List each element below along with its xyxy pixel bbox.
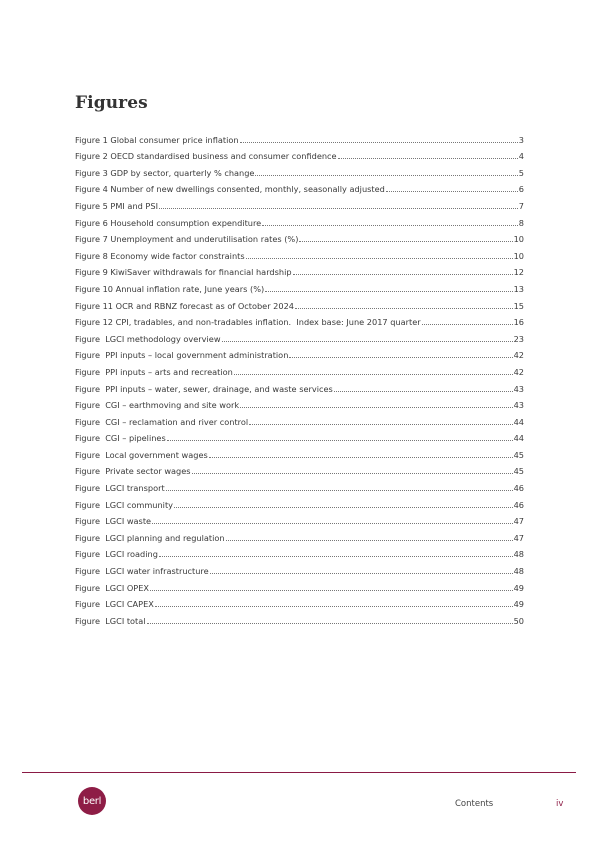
dot-leader — [334, 391, 513, 392]
toc-entry-label: Figure LGCI water infrastructure — [75, 566, 209, 577]
toc-entry-label: Figure LGCI waste — [75, 516, 152, 527]
toc-entry-label: Figure 8 Economy wide factor constraints — [75, 250, 245, 261]
dot-leader — [192, 473, 513, 474]
footer-section-label: Contents — [455, 799, 494, 809]
dot-leader — [147, 623, 513, 624]
dot-leader — [159, 556, 513, 557]
toc-entry-page: 49 — [513, 582, 524, 593]
toc-entry-page: 43 — [513, 400, 524, 411]
dot-leader — [166, 490, 513, 491]
toc-entry-page: 10 — [513, 250, 524, 261]
dot-leader — [234, 374, 513, 375]
toc-entry[interactable] — [75, 476, 524, 493]
toc-entry-label: Figure LGCI roading — [75, 549, 158, 560]
toc-entry-page: 4 — [518, 151, 524, 162]
dot-leader — [262, 225, 518, 226]
toc-entry[interactable] — [75, 377, 524, 394]
toc-entry[interactable] — [75, 443, 524, 460]
toc-entry[interactable] — [75, 460, 524, 477]
dot-leader — [246, 258, 513, 259]
toc-entry-page: 47 — [513, 532, 524, 543]
dot-leader — [249, 424, 512, 425]
toc-entry-label: Figure LGCI transport — [75, 483, 165, 494]
toc-entry-label: Figure CGI – pipelines — [75, 433, 166, 444]
toc-entry-label: Figure 11 OCR and RBNZ forecast as of October 2024 — [75, 300, 295, 311]
dot-leader — [255, 175, 517, 176]
toc-entry[interactable] — [75, 228, 524, 245]
toc-entry-label: Figure Local government wages — [75, 449, 208, 460]
dot-leader — [265, 291, 512, 292]
dot-leader — [422, 324, 513, 325]
toc-entry-label: Figure 2 OECD standardised business and consumer confidence — [75, 151, 337, 162]
dot-leader — [155, 606, 513, 607]
toc-entry-label: Figure 4 Number of new dwellings consented, monthly, seasonally adjusted — [75, 184, 385, 195]
toc-entry-label: Figure 3 GDP by sector, quarterly % change — [75, 167, 255, 178]
dot-leader — [295, 308, 513, 309]
toc-entry-page: 6 — [518, 184, 524, 195]
toc-entry[interactable] — [75, 576, 524, 593]
toc-entry-page: 47 — [513, 516, 524, 527]
toc-entry-label: Figure LGCI OPEX — [75, 582, 150, 593]
toc-entry-label: Figure 9 KiwiSaver withdrawals for financial hardship — [75, 267, 292, 278]
toc-entry-page: 8 — [518, 217, 524, 228]
dot-leader — [209, 457, 513, 458]
toc-entry-page: 48 — [513, 549, 524, 560]
toc-entry-label: Figure LGCI community — [75, 499, 174, 510]
toc-entry-page: 46 — [513, 499, 524, 510]
toc-entry-page: 45 — [513, 466, 524, 477]
toc-entry-label: Figure CGI – reclamation and river control — [75, 416, 249, 427]
toc-entry-label: Figure 10 Annual inflation rate, June years (%) — [75, 283, 265, 294]
toc-entry-page: 15 — [513, 300, 524, 311]
toc-entry-label: Figure PPI inputs – arts and recreation — [75, 366, 233, 377]
toc-entry-label: Figure 7 Unemployment and underutilisation rates (%) — [75, 234, 299, 245]
dot-leader — [152, 523, 513, 524]
toc-entry[interactable] — [75, 410, 524, 427]
toc-entry-page: 50 — [513, 615, 524, 626]
toc-entry-page: 12 — [513, 267, 524, 278]
toc-entry-label: Figure Private sector wages — [75, 466, 191, 477]
dot-leader — [299, 241, 512, 242]
toc-entry-page: 3 — [518, 134, 524, 145]
toc-entry-label: Figure LGCI CAPEX — [75, 599, 154, 610]
figures-list — [75, 128, 524, 626]
toc-entry[interactable] — [75, 145, 524, 162]
toc-entry-page: 44 — [513, 416, 524, 427]
toc-entry-page: 10 — [513, 234, 524, 245]
toc-entry-page: 43 — [513, 383, 524, 394]
toc-entry-page: 45 — [513, 449, 524, 460]
toc-entry[interactable] — [75, 543, 524, 560]
toc-entry[interactable] — [75, 394, 524, 411]
toc-entry[interactable] — [75, 311, 524, 328]
toc-entry[interactable] — [75, 178, 524, 195]
toc-entry-label: Figure 12 CPI, tradables, and non-tradables inflation. Index base: June 2017 quarter — [75, 317, 421, 328]
toc-entry-label: Figure LGCI methodology overview — [75, 333, 221, 344]
toc-entry-label: Figure PPI inputs – local government administration — [75, 350, 289, 361]
dot-leader — [222, 341, 513, 342]
dot-leader — [159, 208, 518, 209]
page-title: Figures — [75, 93, 148, 113]
toc-entry[interactable] — [75, 211, 524, 228]
dot-leader — [240, 142, 518, 143]
toc-entry[interactable] — [75, 526, 524, 543]
toc-entry-label: Figure 1 Global consumer price inflation — [75, 134, 239, 145]
toc-entry[interactable] — [75, 344, 524, 361]
dot-leader — [150, 590, 513, 591]
toc-entry-label: Figure CGI – earthmoving and site work — [75, 400, 240, 411]
toc-entry[interactable] — [75, 294, 524, 311]
toc-entry[interactable] — [75, 493, 524, 510]
toc-entry[interactable] — [75, 261, 524, 278]
toc-entry-page: 7 — [518, 200, 524, 211]
toc-entry[interactable] — [75, 244, 524, 261]
footer-divider — [22, 772, 576, 773]
toc-entry-page: 48 — [513, 566, 524, 577]
logo-text: berl — [82, 795, 102, 807]
toc-entry[interactable] — [75, 593, 524, 610]
toc-entry[interactable] — [75, 327, 524, 344]
toc-entry-page: 46 — [513, 483, 524, 494]
toc-entry-label: Figure 5 PMI and PSI — [75, 200, 158, 211]
toc-entry-page: 23 — [513, 333, 524, 344]
toc-entry-label: Figure 6 Household consumption expenditure — [75, 217, 262, 228]
toc-entry[interactable] — [75, 194, 524, 211]
toc-entry-page: 44 — [513, 433, 524, 444]
toc-entry-label: Figure LGCI planning and regulation — [75, 532, 225, 543]
dot-leader — [240, 407, 512, 408]
toc-entry-page: 16 — [513, 317, 524, 328]
berl-logo — [78, 787, 106, 815]
toc-entry[interactable] — [75, 277, 524, 294]
toc-entry[interactable] — [75, 510, 524, 527]
footer-page-number: iv — [556, 799, 564, 809]
dot-leader — [210, 573, 513, 574]
toc-entry[interactable] — [75, 609, 524, 626]
toc-entry[interactable] — [75, 427, 524, 444]
toc-entry[interactable] — [75, 161, 524, 178]
toc-entry-page: 5 — [518, 167, 524, 178]
toc-entry-page: 49 — [513, 599, 524, 610]
dot-leader — [293, 274, 513, 275]
dot-leader — [226, 540, 513, 541]
toc-entry-label: Figure LGCI total — [75, 615, 146, 626]
dot-leader — [174, 507, 513, 508]
dot-leader — [386, 191, 518, 192]
toc-entry[interactable] — [75, 128, 524, 145]
dot-leader — [167, 440, 513, 441]
toc-entry-page: 42 — [513, 350, 524, 361]
dot-leader — [338, 158, 518, 159]
toc-entry-label: Figure PPI inputs – water, sewer, drainage, and waste services — [75, 383, 333, 394]
toc-entry[interactable] — [75, 559, 524, 576]
toc-entry[interactable] — [75, 360, 524, 377]
dot-leader — [289, 357, 512, 358]
toc-entry-page: 13 — [513, 283, 524, 294]
toc-entry-page: 42 — [513, 366, 524, 377]
